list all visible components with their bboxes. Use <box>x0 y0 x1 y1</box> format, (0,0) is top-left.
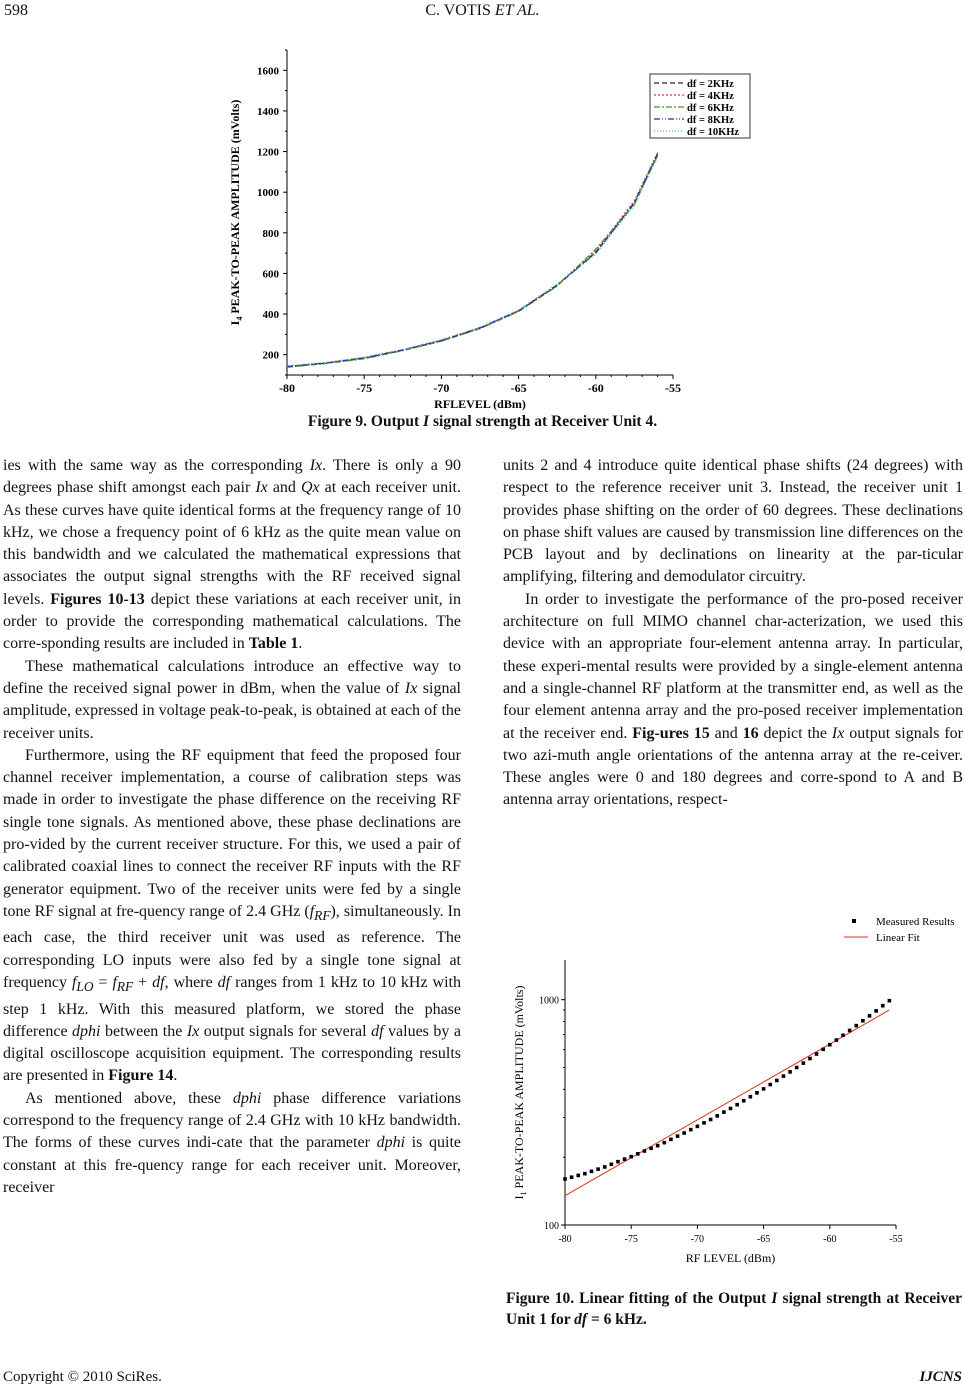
measured-point <box>616 1160 620 1164</box>
measured-point <box>735 1103 739 1107</box>
series-line-df-10khz <box>287 157 658 366</box>
x-tick-label: -60 <box>587 381 604 395</box>
y-tick-label: 1000 <box>539 995 559 1007</box>
x-tick-label: -60 <box>823 1234 837 1245</box>
measured-point <box>881 1004 885 1008</box>
measured-point <box>795 1066 799 1070</box>
measured-point <box>722 1110 726 1114</box>
legend-swatch-measured <box>852 919 856 923</box>
measured-point <box>868 1014 872 1018</box>
measured-point <box>854 1024 858 1028</box>
measured-point <box>576 1174 580 1178</box>
footer-copyright: Copyright © 2010 SciRes. <box>3 1369 162 1385</box>
left-paragraph-4: As mentioned above, these dphi phase difference variations correspond to the frequency range of 2.4 GHz with 10 kHz bandwidth. The forms of these curves indi-cate that the parameter dphi is quite constant at this fre-quency range for each receiver unit. Moreover, receiver <box>3 1089 461 1196</box>
x-tick-label: -65 <box>510 381 527 395</box>
y-tick-label: 1400 <box>257 105 279 118</box>
figure-9-chart <box>215 40 760 415</box>
x-tick-label: -70 <box>690 1234 705 1245</box>
measured-point <box>610 1162 614 1166</box>
legend-label: df = 4KHz <box>687 91 734 102</box>
measured-point <box>821 1048 825 1052</box>
measured-point <box>669 1138 673 1142</box>
measured-point <box>709 1118 713 1122</box>
measured-point <box>636 1152 640 1156</box>
measured-point <box>729 1107 733 1111</box>
y-tick-label: 800 <box>262 227 279 240</box>
x-tick-label: -80 <box>279 381 295 395</box>
series-line-df-8khz <box>287 154 658 367</box>
measured-point <box>755 1091 759 1095</box>
x-tick-label: -55 <box>665 381 681 395</box>
x-axis-label: RFLEVEL (dBm) <box>434 397 526 411</box>
measured-point <box>848 1029 852 1033</box>
figure-10-chart <box>503 905 965 1285</box>
x-tick-label: -80 <box>558 1234 572 1245</box>
y-axis-label: $I_1$ PEAK-TO-PEAK AMPLITUDE (mVolts) <box>512 985 528 1200</box>
measured-point <box>782 1074 786 1078</box>
y-axis-label: $I_4$ PEAK-TO-PEAK AMPLITUDE (mVolts) <box>228 99 244 326</box>
measured-point <box>689 1128 693 1132</box>
legend-label: df = 8KHz <box>687 115 734 126</box>
measured-point <box>702 1121 706 1125</box>
figure-9-caption: Figure 9. Output I signal strength at Receiver Unit 4. <box>307 413 658 430</box>
measured-point <box>590 1170 594 1174</box>
right-column-text <box>503 455 963 812</box>
x-tick-label: -55 <box>889 1234 903 1245</box>
series-line-df-4khz <box>287 153 658 367</box>
measured-point <box>775 1079 779 1083</box>
x-tick-label: -75 <box>624 1234 638 1245</box>
measured-point <box>815 1052 819 1056</box>
running-title-etal: ET AL. <box>494 2 540 19</box>
x-tick-label: -75 <box>356 381 373 395</box>
right-paragraph-1: units 2 and 4 introduce quite identical phase shifts (24 degrees) with respect to the reference receiver unit 3. Instead, the receiver unit 1 provides phase shifting on the order of 60 degrees. These declinations on phase shift values are caused by transmission line differences on the PCB layout and by declinations on linearity at the par-ticular amplifying, filtering and demodulator circuitry. <box>503 457 963 586</box>
series-line-df-6khz <box>287 156 658 368</box>
measured-point <box>861 1019 865 1023</box>
measured-point <box>682 1131 686 1135</box>
left-paragraph-3: Furthermore, using the RF equipment that feed the proposed four channel receiver implementation, a course of calibration steps was made in order to investigate the phase difference on the receiving RF single tone signals. As mentioned above, these phase declinations are pro-vided by the current receiver structure. For this, we used a pair of calibrated coaxial lines to connect the receiver RF inputs with the RF generator equipment. Two of the receiver units were fed by a single tone RF signal at fre-quency range of 2.4 GHz $(f_{RF})$, simultaneously. In each case, the third receiver unit was used as reference. The corresponding LO inputs were also fed by a single tone signal at frequency $f_{LO} = f_{RF}$ + df, where df ranges from 1 kHz to 10 kHz with step 1 kHz. With this measured platform, we stored the phase difference dphi between the Ix output signals for several df values by a digital oscilloscope acquisition equipment. The corresponding results are presented in Figure 14. <box>3 746 462 1085</box>
x-axis-label: RF LEVEL (dBm) <box>685 1251 776 1265</box>
legend-label: df = 6KHz <box>687 103 734 114</box>
running-title <box>0 2 965 20</box>
measured-point <box>841 1033 845 1037</box>
measured-point <box>888 999 892 1003</box>
legend-label: Measured Results <box>876 916 955 928</box>
footer-journal: IJCNS <box>919 1369 962 1385</box>
left-paragraph-2: These mathematical calculations introduce an effective way to define the received signal power in dBm, when the value of Ix signal amplitude, expressed in voltage peak-to-peak, is obtained at each of the receiver units. <box>3 657 462 742</box>
figure-10-caption: Figure 10. Linear fitting of the Output I signal strength at Receiver Unit 1 for df = 6 kHz. <box>506 1290 962 1328</box>
x-tick-label: -65 <box>756 1234 771 1245</box>
measured-point <box>762 1087 766 1091</box>
measured-point <box>663 1141 667 1145</box>
x-tick-label: -70 <box>433 381 450 395</box>
y-tick-label: 100 <box>544 1221 559 1232</box>
measured-point <box>696 1125 700 1129</box>
legend-label: Linear Fit <box>876 932 920 944</box>
measured-point <box>715 1114 719 1118</box>
measured-point <box>768 1083 772 1087</box>
measured-point <box>583 1172 587 1176</box>
measured-point <box>649 1146 653 1150</box>
measured-point <box>835 1038 839 1042</box>
page-number: 598 <box>4 2 28 19</box>
left-paragraph-1: ies with the same way as the corresponding Ix. There is only a 90 degrees phase shift amongst each pair Ix and Qx at each receiver unit. As these curves have quite identical forms at the frequency range of 10 kHz, we chose a frequency point of 6 kHz as the quite mean value on this bandwidth and we calculated the mathematical expressions that associates the output signal strengths with the RF received signal levels. Figures 10-13 depict these variations at each receiver unit, in order to provide the corresponding mathematical calculations. The corre-sponding results are included in Table 1. <box>3 457 462 653</box>
measured-point <box>802 1061 806 1065</box>
measured-point <box>742 1099 746 1103</box>
measured-point <box>788 1070 792 1074</box>
measured-point <box>749 1095 753 1099</box>
measured-point <box>874 1009 878 1013</box>
y-tick-label: 600 <box>262 268 279 281</box>
y-tick-label: 1000 <box>257 187 279 200</box>
y-tick-label: 1200 <box>257 146 279 159</box>
measured-point <box>596 1167 600 1171</box>
left-column-text <box>3 455 461 1199</box>
measured-point <box>603 1165 607 1169</box>
right-paragraph-2: In order to investigate the performance of the pro-posed receiver architecture on full MIMO channel char-acterization, we used this device with an appropriate four-element antenna array. In particular, these experi-mental results were provided by a single-element antenna and a single-channel RF platform at the transmitter end, as well as the four element antenna array and the pro-posed receiver implementation at the receiver end. Fig-ures 15 and 16 depict the Ix output signals for two azi-muth angle orientations of the antenna array at the re-ceiver. These angles were 0 and 180 degrees and corre-spond to A and B antenna array orientations, respect- <box>503 590 964 809</box>
linear-fit-line <box>565 1010 889 1196</box>
measured-point <box>828 1043 832 1047</box>
measured-point <box>656 1144 660 1148</box>
y-tick-label: 400 <box>262 309 279 322</box>
measured-point <box>676 1134 680 1138</box>
running-title-authors: C. VOTIS <box>425 2 491 19</box>
measured-point <box>808 1057 812 1061</box>
measured-point <box>563 1177 567 1181</box>
measured-point <box>643 1149 647 1153</box>
series-line-df-2khz <box>287 155 658 367</box>
y-tick-label: 200 <box>262 349 279 362</box>
y-tick-label: 1600 <box>257 65 279 78</box>
measured-point <box>570 1175 574 1179</box>
measured-point <box>623 1157 627 1161</box>
legend-label: df = 2KHz <box>687 79 734 90</box>
legend-label: df = 10KHz <box>687 127 740 138</box>
measured-point <box>629 1155 633 1159</box>
